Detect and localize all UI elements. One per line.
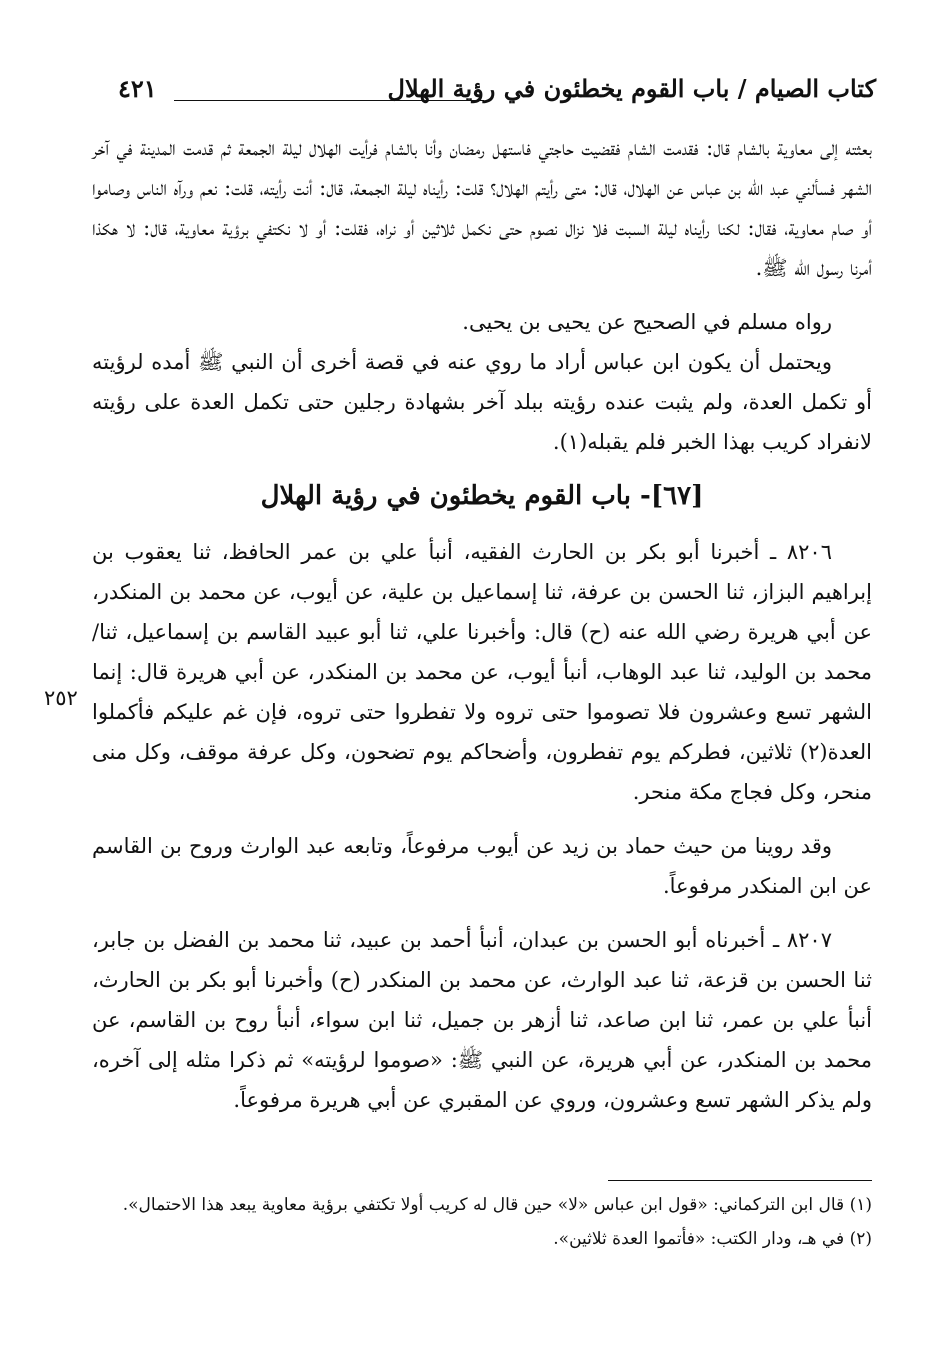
- running-title: كتاب الصيام / باب القوم يخطئون في رؤية الهلال: [387, 74, 876, 103]
- header-rule: [174, 100, 484, 101]
- paragraph-5: وقد روينا من حيث حماد بن زيد عن أيوب مرفوعاً، وتابعه عبد الوارث وروح بن القاسم عن ابن المنكدر مرفوعاً.: [92, 834, 872, 898]
- chapter-heading: [٦٧]- باب القوم يخطئون في رؤية الهلال: [260, 481, 704, 511]
- hadith-8206: ٨٢٠٦ ـ أخبرنا أبو بكر بن الحارث الفقيه، أنبأ علي بن عمر الحافظ، ثنا يعقوب بن إبراهيم البزاز، ثنا الحسن بن عرفة، ثنا إسماعيل بن علية، عن أيوب، عن محمد بن المنكدر، عن أبي هريرة رضي الله عنه (ح) قال: وأخبرنا علي، ثنا أبو عبيد القاسم بن إسماعيل، ثنا/ محمد بن الوليد، ثنا عبد الوهاب، أنبأ أيوب، عن محمد بن المنكدر، عن أبي هريرة قال: إنما الشهر تسع وعشرون فلا تصوموا حتى تروه ولا تفطروا حتى تروه، فإن غم عليكم فأكملوا العدة(٢) ثلاثين، فطركم يوم تفطرون، وأضحاكم يوم تضحون، وكل عرفة موقف، وكل منى منحر، وكل فجاج مكة منحر.: [92, 540, 872, 804]
- footnote-rule: [608, 1180, 872, 1181]
- paragraph-2: رواه مسلم في الصحيح عن يحيى بن يحيى.: [462, 310, 832, 334]
- paragraph-1: بعثته إلى معاوية بالشام قال: فقدمت الشام فقضيت حاجتي فاستهل رمضان وأنا بالشام فرأيت الهلال ليلة الجمعة ثم قدمت المدينة في آخر الشهر فسألني عبد الله بن عباس عن الهلال، قال: متى رأيتم الهلال؟ قلت: رأيناه ليلة الجمعة، قال: أنت رأيته، قلت: نعم ورآه الناس وصاموا أو صام معاوية، فقال: لكنا رأيناه ليلة السبت فلا نزال نصوم حتى نكمل ثلاثين أو نراه، فقلت: أو لا نكتفي برؤية معاوية، قال: لا هكذا أمرنا رسول الله ﷺ.: [92, 136, 872, 280]
- page-number: ٤٢١: [118, 74, 157, 103]
- footnote-2: (٢) في هـ، ودار الكتب: «فأتموا العدة ثلاثين».: [553, 1229, 872, 1249]
- footnotes: [92, 1190, 872, 1254]
- margin-page-reference: ٢٥٢: [44, 686, 78, 710]
- paragraph-3: ويحتمل أن يكون ابن عباس أراد ما روي عنه في قصة أخرى أن النبي ﷺ أمده لرؤيته أو تكمل العدة، ولم يثبت عنده رؤيته ببلد آخر بشهادة رجلين حتى تكمل العدة على رؤيته لانفراد كريب بهذا الخبر فلم يقبله(١).: [92, 350, 872, 454]
- running-header: [118, 72, 876, 110]
- hadith-8207: ٨٢٠٧ ـ أخبرناه أبو الحسن بن عبدان، أنبأ أحمد بن عبيد، ثنا محمد بن الفضل بن جابر، ثنا الحسن بن قزعة، ثنا عبد الوارث، عن محمد بن المنكدر (ح) وأخبرنا أبو بكر بن الحارث، أنبأ علي بن عمر، ثنا ابن صاعد، ثنا أزهر بن جميل، ثنا ابن سواء، أنبأ روح بن القاسم، عن محمد بن المنكدر، عن أبي هريرة، عن النبي ﷺ: «صوموا لرؤيته» ثم ذكرا مثله إلى آخره، ولم يذكر الشهر تسع وعشرون، وروي عن المقبري عن أبي هريرة مرفوعاً.: [92, 928, 872, 1112]
- main-text: [92, 128, 872, 1120]
- footnote-1: (١) قال ابن التركماني: «قول ابن عباس «لا» حين قال له كريب أولا تكتفي برؤية معاوية يبعد هذا الاحتمال».: [122, 1195, 872, 1215]
